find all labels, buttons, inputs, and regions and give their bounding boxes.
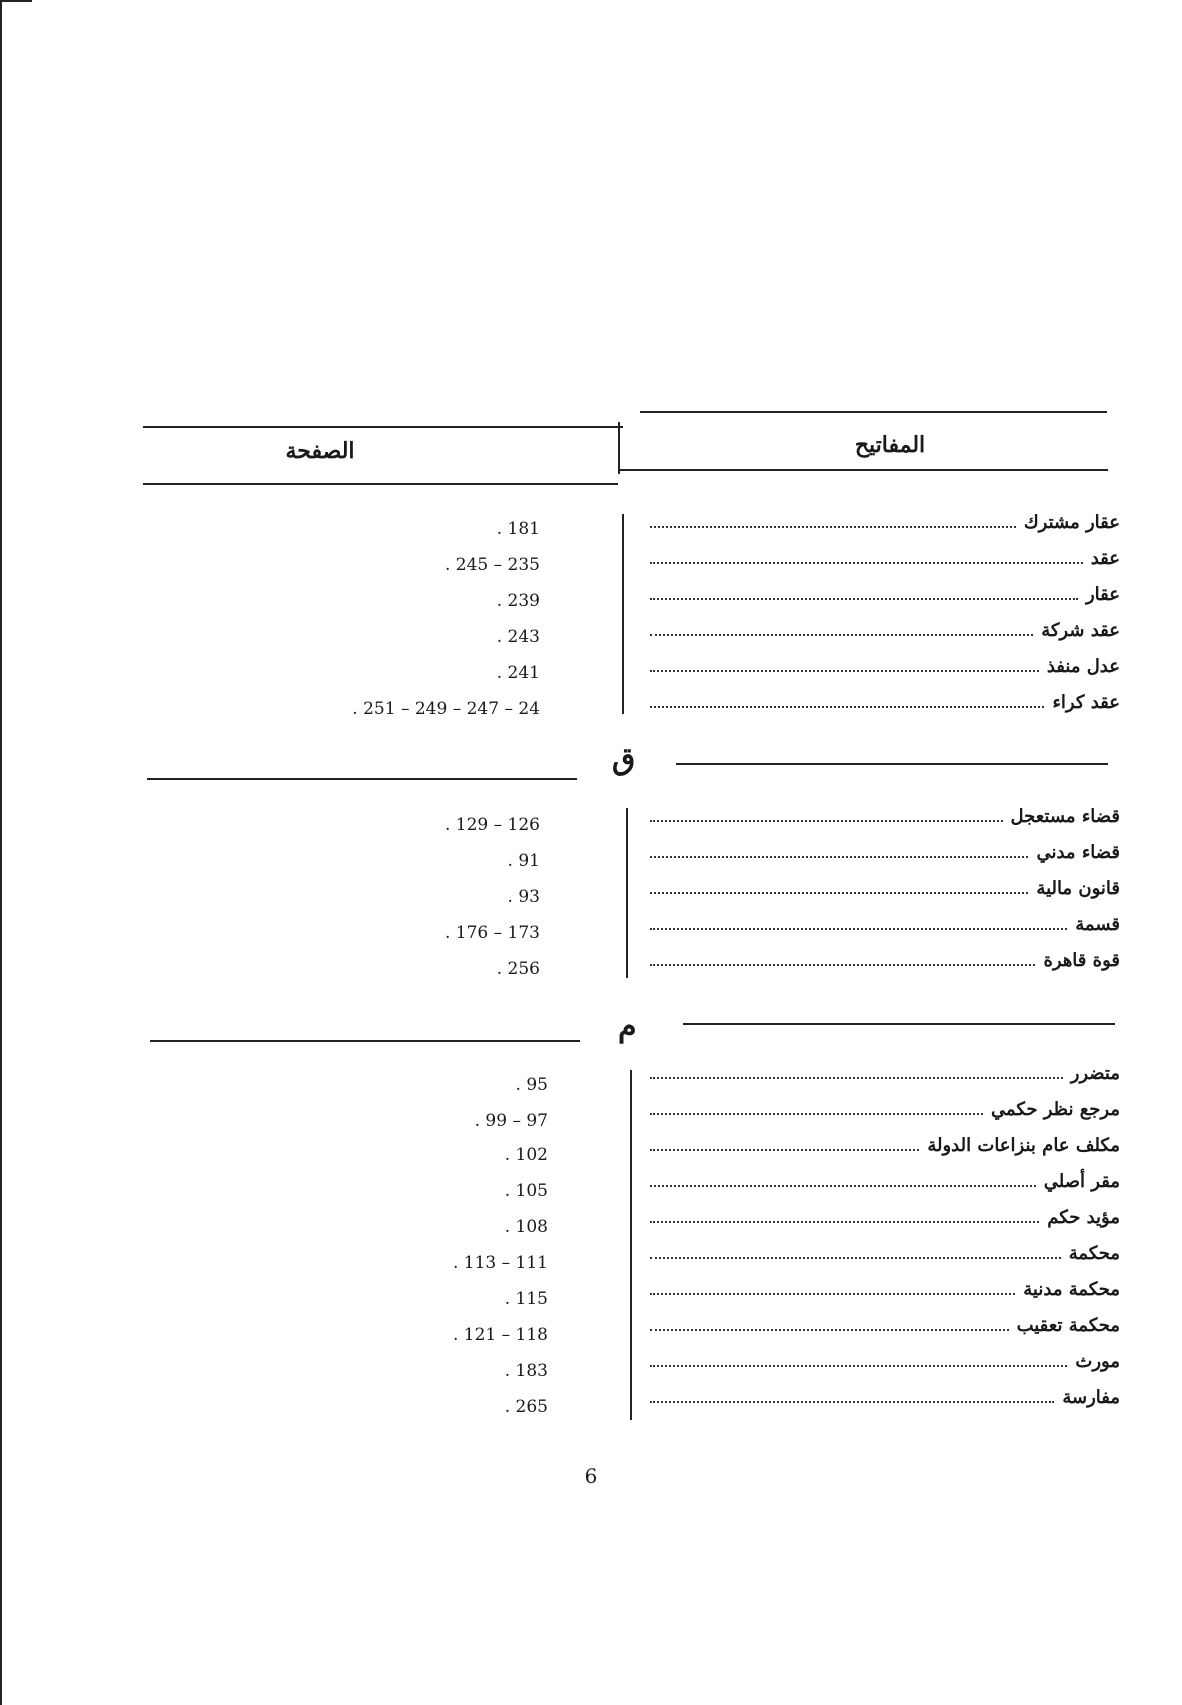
index-page-ref: . 176 – 173 (444, 923, 540, 943)
header-bottom-rule-right (618, 469, 1108, 471)
index-term: قانون مالية (1036, 877, 1120, 899)
dot-leader (650, 706, 1044, 708)
index-page-ref: . 256 (496, 959, 540, 979)
section-qaf-rule-left (147, 778, 577, 780)
dot-leader (650, 1113, 983, 1115)
index-page-ref: . 113 – 111 (452, 1253, 548, 1273)
index-term: عقد (1090, 547, 1120, 569)
index-page-ref: . 241 (496, 663, 540, 683)
index-page-ref: . 245 – 235 (444, 555, 540, 575)
index-row (650, 579, 1120, 609)
index-row (650, 615, 1120, 645)
index-page-ref: . 91 (507, 851, 540, 871)
index-row (650, 1202, 1120, 1232)
index-row (650, 873, 1120, 903)
index-row (650, 1310, 1120, 1340)
index-term: مقر أصلي (1043, 1170, 1120, 1192)
dot-leader (650, 1077, 1063, 1079)
section-mim-rule-left (150, 1040, 580, 1042)
dot-leader (650, 1365, 1067, 1367)
index-term: قضاء مدني (1036, 841, 1120, 863)
dot-leader (650, 1221, 1039, 1223)
section-qaf-letter: ق (612, 742, 636, 777)
index-term: قوة قاهرة (1043, 949, 1120, 971)
index-term: محكمة مدنية (1023, 1278, 1120, 1300)
dot-leader (650, 928, 1067, 930)
index-term: محكمة تعقيب (1016, 1314, 1120, 1336)
index-term: مكلف عام بنزاعات الدولة (927, 1134, 1120, 1156)
index-page-ref: . 115 (504, 1289, 548, 1309)
index-page-ref: . 129 – 126 (444, 815, 540, 835)
index-term: عدل منفذ (1046, 655, 1120, 677)
index-row (650, 1094, 1120, 1124)
index-page-ref: . 265 (504, 1397, 548, 1417)
index-page-ref: . 102 (504, 1145, 548, 1165)
index-page-ref: . 99 – 97 (474, 1111, 548, 1131)
dot-leader (650, 1293, 1015, 1295)
section-mim-letter: م (618, 1009, 637, 1044)
index-term: متضرر (1070, 1062, 1120, 1084)
index-page-ref: . 105 (504, 1181, 548, 1201)
index-page-ref: . 243 (496, 627, 540, 647)
index-row (650, 945, 1120, 975)
dot-leader (650, 1329, 1009, 1331)
index-page-ref: . 108 (504, 1217, 548, 1237)
index-term: عقد شركة (1041, 619, 1120, 641)
index-page-ref: . 251 – 249 – 247 – 24 (352, 699, 540, 719)
dot-leader (650, 856, 1028, 858)
scan-corner (0, 0, 32, 2)
index-term: محكمة (1068, 1242, 1120, 1264)
dot-leader (650, 1257, 1061, 1259)
index-term: مرجع نظر حكمي (991, 1098, 1120, 1120)
index-term: عقار (1085, 583, 1120, 605)
header-divider (618, 422, 620, 474)
section-mim-rule-right (683, 1023, 1115, 1025)
page-number: 6 (584, 1464, 598, 1488)
index-row (650, 651, 1120, 681)
index-page-ref: . 239 (496, 591, 540, 611)
index-row (650, 1130, 1120, 1160)
index-row (650, 687, 1120, 717)
index-row (650, 909, 1120, 939)
index-term: عقار مشترك (1023, 511, 1120, 533)
index-row (650, 1346, 1120, 1376)
index-row (650, 543, 1120, 573)
index-row (650, 801, 1120, 831)
dot-leader (650, 670, 1039, 672)
index-row (650, 1238, 1120, 1268)
index-term: قضاء مستعجل (1010, 805, 1120, 827)
dot-leader (650, 964, 1035, 966)
index-page-ref: . 93 (507, 887, 540, 907)
index-row (650, 507, 1120, 537)
header-top-rule-left (143, 426, 623, 428)
dot-leader (650, 526, 1016, 528)
index-row (650, 1382, 1120, 1412)
dot-leader (650, 598, 1078, 600)
index-term: مفارسة (1062, 1386, 1120, 1408)
section-mim-divider (630, 1070, 632, 1420)
index-term: قسمة (1075, 913, 1120, 935)
page-header: الصفحة (285, 438, 355, 464)
index-row (650, 1166, 1120, 1196)
dot-leader (650, 634, 1033, 636)
keywords-header: المفاتيح (854, 432, 926, 458)
index-page-ref: . 121 – 118 (452, 1325, 548, 1345)
header-top-rule-right (640, 411, 1107, 413)
dot-leader (650, 1401, 1054, 1403)
dot-leader (650, 892, 1028, 894)
dot-leader (650, 1185, 1036, 1187)
scan-edge (0, 0, 2, 1705)
section-qaf-divider (626, 808, 628, 978)
index-term: مورث (1075, 1350, 1120, 1372)
section-1-divider (622, 514, 624, 714)
index-term: عقد كراء (1052, 691, 1120, 713)
header-bottom-rule-left (143, 483, 618, 485)
index-term: مؤيد حكم (1047, 1206, 1120, 1228)
dot-leader (650, 1149, 919, 1151)
dot-leader (650, 562, 1083, 564)
index-page-ref: . 181 (496, 519, 540, 539)
index-row (650, 837, 1120, 867)
dot-leader (650, 820, 1003, 822)
section-qaf-rule-right (676, 763, 1108, 765)
index-row (650, 1274, 1120, 1304)
index-row (650, 1058, 1120, 1088)
index-page-ref: . 183 (504, 1361, 548, 1381)
index-page-ref: . 95 (515, 1075, 548, 1095)
